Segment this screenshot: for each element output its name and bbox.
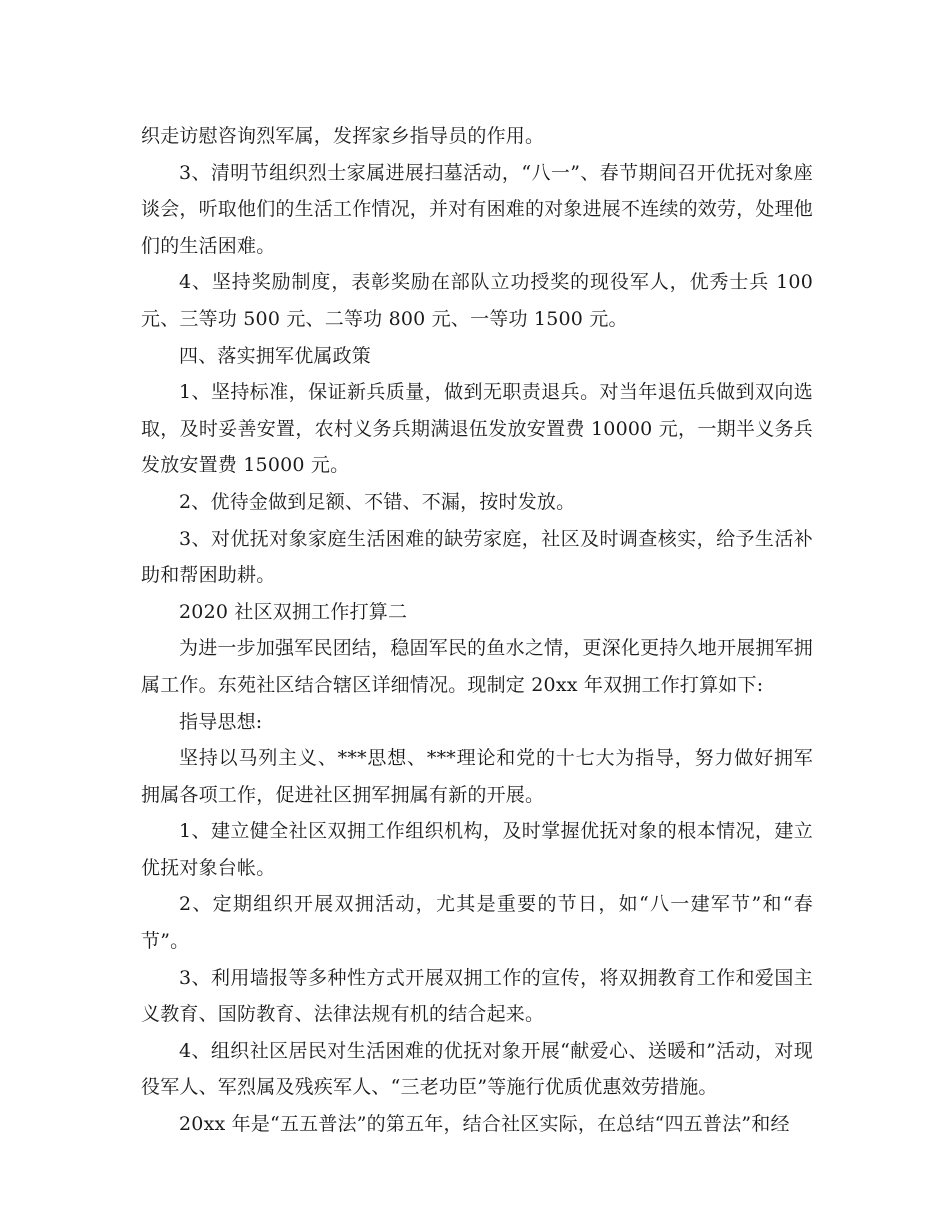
paragraph: 4、坚持奖励制度，表彰奖励在部队立功授奖的现役军人，优秀士兵 100 元、三等功 500 元、二等功 800 元、一等功 1500 元。 (141, 271, 813, 330)
paragraph: 为进一步加强军民团结，稳固军民的鱼水之情，更深化更持久地开展拥军拥属工作。东苑社区结合辖区详细情况。现制定 20xx 年双拥工作打算如下: (141, 637, 813, 696)
paragraph: 4、组织社区居民对生活困难的优抚对象开展“献爱心、送暖和”活动，对现役军人、军烈属及残疾军人、“三老功臣”等施行优质优惠效劳措施。 (141, 1039, 813, 1099)
paragraph: 织走访慰咨询烈军属，发挥家乡指导员的作用。 (141, 125, 545, 147)
paragraph: 坚持以马列主义、***思想、***理论和党的十七大为指导，努力做好拥军拥属各项工作，促进社区拥军拥属有新的开展。 (141, 747, 813, 806)
paragraph: 1、坚持标准，保证新兵质量，做到无职责退兵。对当年退伍兵做到双向选取，及时妥善安置，农村义务兵期满退伍发放安置费 10000 元，一期半义务兵发放安置费 15000 元。 (141, 381, 813, 477)
paragraph: 1、建立健全社区双拥工作组织机构，及时掌握优抚对象的根本情况，建立优抚对象台帐。 (141, 820, 813, 879)
section-heading: 2020 社区双拥工作打算二 (179, 600, 408, 623)
paragraph: 3、清明节组织烈士家属进展扫墓活动，“八一”、春节期间召开优抚对象座谈会，听取他们的生活工作情况，并对有困难的对象进展不连续的效劳，处理他们的生活困难。 (141, 161, 814, 257)
paragraph: 20xx 年是“五五普法”的第五年，结合社区实际，在总结“四五普法”和经 (179, 1113, 790, 1136)
paragraph: 2、定期组织开展双拥活动，尤其是重要的节日，如“八一建军节”和“春节”。 (141, 893, 813, 953)
section-heading: 指导思想: (179, 710, 263, 733)
paragraph: 2、优待金做到足额、不错、不漏，按时发放。 (179, 490, 576, 513)
document-body (141, 118, 813, 1143)
paragraph: 3、对优抚对象家庭生活困难的缺劳家庭，社区及时调查核实，给予生活补助和帮困助耕。 (141, 527, 813, 587)
section-heading: 四、落实拥军优属政策 (179, 344, 372, 367)
paragraph: 3、利用墙报等多种性方式开展双拥工作的宣传，将双拥教育工作和爱国主义教育、国防教育、法律法规有机的结合起来。 (141, 966, 813, 1026)
